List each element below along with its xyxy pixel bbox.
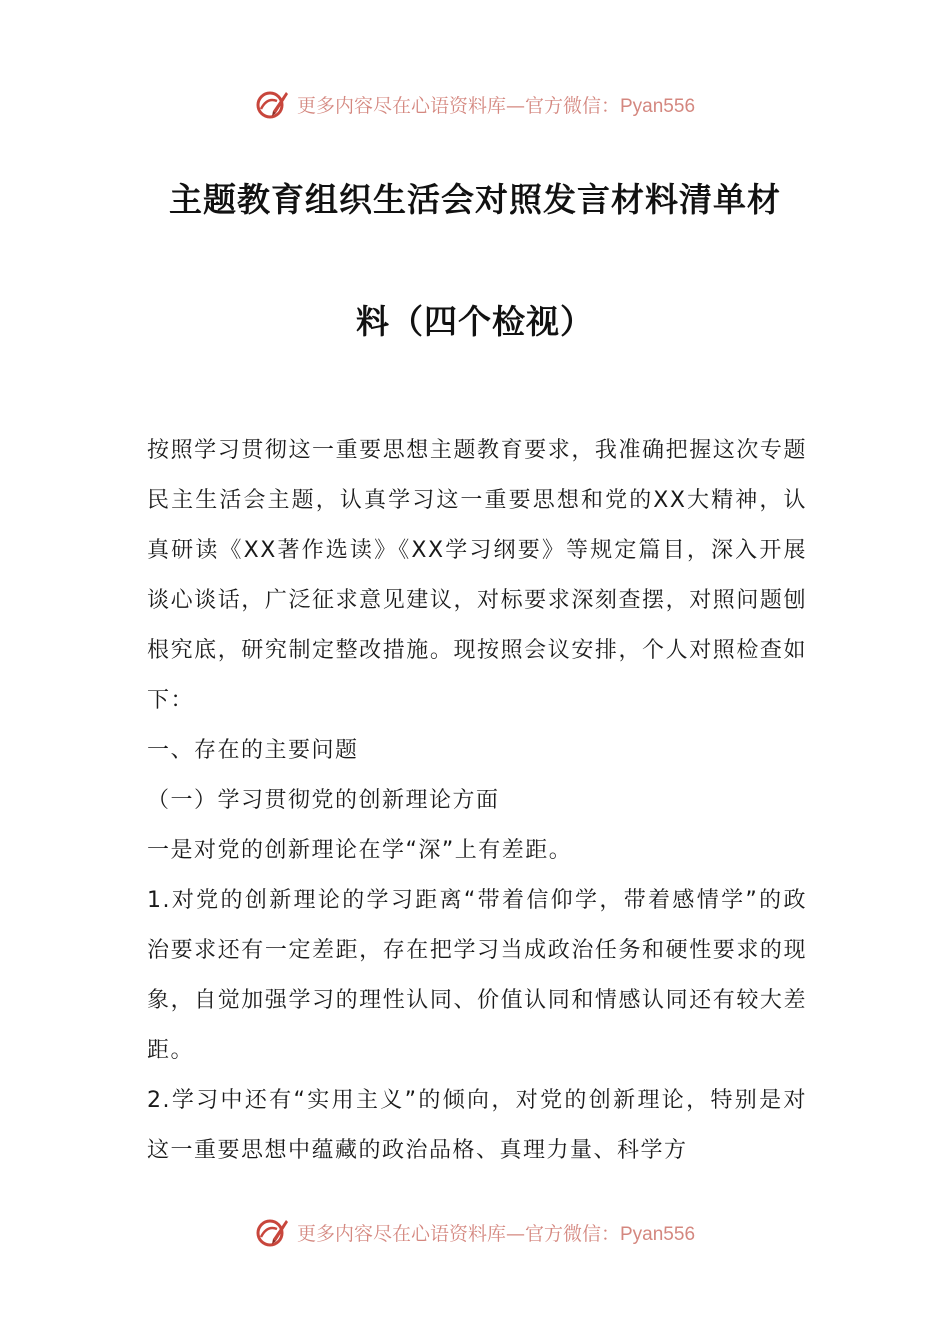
watermark-text [297,1219,695,1246]
watermark-label: 更多内容尽在心语资料库—官方微信： [296,1222,620,1245]
subsection-heading: （一）学习贯彻党的创新理论方面 [147,788,500,813]
document-title-line-1: 主题教育组织生活会对照发言材料清单材 [169,180,781,219]
intro-paragraph: 按照学习贯彻这一重要思想主题教育要求，我准确把握这次专题民主生活会主题，认真学习这一重要思想和党的XX大精神，认真研读《XX著作选读》《XX学习纲要》等规定篇目，深入开展谈心谈话，广泛征求意见建议，对标要求深刻查摆，对照问题刨根究底，研究制定整改措施。现按照会议安排，个人对照检查如下： [147,438,807,713]
header-watermark [0,84,950,124]
document-body [147,426,807,1176]
pen-logo-icon [255,1215,289,1249]
footer-watermark [0,1212,950,1252]
point-heading: 一是对党的创新理论在学“深”上有差距。 [147,838,573,863]
section-heading: 一、存在的主要问题 [147,738,359,763]
watermark-wechat-id: Pyan556 [620,95,696,117]
watermark-label: 更多内容尽在心语资料库—官方微信： [296,94,620,117]
watermark-wechat-id: Pyan556 [620,1223,696,1245]
watermark-text [297,91,695,118]
document-title-line-2: 料（四个检视） [356,302,594,341]
pen-logo-icon [255,87,289,121]
item-paragraph-2: 2.学习中还有“实用主义”的倾向，对党的创新理论，特别是对这一重要思想中蕴藏的政治品格、真理力量、科学方 [147,1088,807,1163]
item-paragraph-1: 1.对党的创新理论的学习距离“带着信仰学，带着感情学”的政治要求还有一定差距，存在把学习当成政治任务和硬性要求的现象，自觉加强学习的理性认同、价值认同和情感认同还有较大差距。 [147,888,807,1063]
